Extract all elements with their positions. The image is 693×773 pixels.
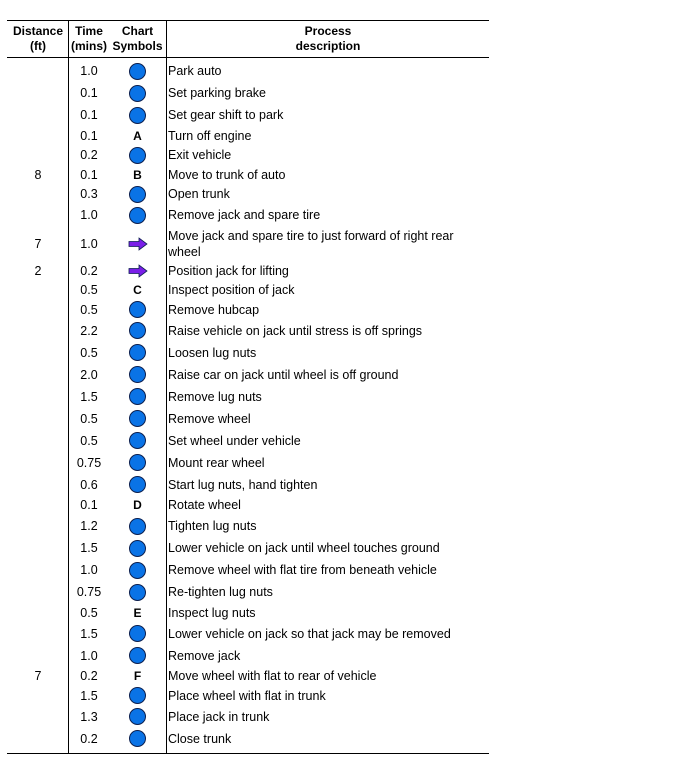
table-row [7,104,489,126]
distance-cell [7,430,69,452]
description-cell: Start lug nuts, hand tighten [168,477,318,492]
description-cell: Remove jack [168,648,241,663]
description-cell: Remove jack and spare tire [168,208,321,222]
description-cell: Inspect position of jack [168,283,295,298]
description-cell: Remove hubcap [168,302,260,317]
time-cell: 0.1 [80,108,98,122]
table-row [7,728,489,750]
header-time [69,21,109,57]
time-cell: 0.2 [80,263,98,278]
operation-circle-icon [129,107,146,124]
table-row [7,706,489,728]
process-chart [7,20,489,753]
inspection-letter: E [133,605,142,620]
time-cell: 1.0 [80,648,98,663]
distance-cell: 7 [34,669,42,684]
symbol-cell [109,226,166,261]
symbol-cell [109,204,166,226]
table-row [7,667,489,687]
distance-cell [7,408,69,430]
inspection-letter: C [133,283,142,298]
table-row [7,559,489,581]
symbol-cell [109,261,166,281]
time-cell: 1.5 [80,626,98,641]
table-row [7,146,489,166]
symbol-cell [109,281,166,301]
distance-cell [7,474,69,496]
description-cell: Set parking brake [168,86,266,100]
symbol-cell [109,430,166,452]
distance-cell [7,537,69,559]
header-distance-line2: (ft) [30,39,46,53]
time-cell: 0.2 [80,731,98,746]
header-distance [7,21,69,57]
symbol-cell [109,104,166,126]
distance-cell: 2 [34,263,42,278]
time-cell: 1.2 [80,519,98,533]
description-cell: Lower vehicle on jack until wheel touches ground [168,541,440,555]
distance-cell: 8 [34,167,42,182]
symbol-cell [109,537,166,559]
distance-cell [7,515,69,537]
distance-cell [7,452,69,474]
description-cell: Loosen lug nuts [168,345,257,360]
table-row [7,126,489,146]
distance-cell [7,581,69,603]
symbol-cell [109,82,166,104]
time-cell: 0.75 [76,585,102,599]
operation-circle-icon [129,147,146,164]
time-cell: 1.3 [80,709,98,724]
description-cell: Mount rear wheel [168,455,265,470]
operation-circle-icon [129,344,146,361]
table-row [7,515,489,537]
time-cell: 0.5 [80,283,98,298]
table-row [7,474,489,496]
description-cell: Set wheel under vehicle [168,433,301,448]
distance-cell [7,82,69,104]
inspection-letter: F [133,669,142,684]
symbol-cell [109,667,166,687]
table-row [7,686,489,706]
operation-circle-icon [129,85,146,102]
description-cell: Move wheel with flat to rear of vehicle [168,669,377,684]
table-row [7,82,489,104]
distance-cell [7,281,69,301]
time-cell: 1.0 [80,563,98,577]
table-row [7,281,489,301]
operation-circle-icon [129,647,146,664]
header-row [7,20,489,58]
distance-cell [7,204,69,226]
description-cell: Move to trunk of auto [168,167,286,182]
description-cell: Exit vehicle [168,148,232,163]
header-symbols [109,21,166,57]
header-description-line1: Process [304,24,352,38]
transport-arrow-icon [128,237,148,251]
description-cell: Close trunk [168,731,232,746]
time-cell: 0.3 [80,187,98,202]
header-time-line2: (mins) [71,39,107,53]
symbol-cell [109,452,166,474]
symbol-cell [109,645,166,667]
description-cell: Raise car on jack until wheel is off ground [168,367,399,382]
time-cell: 1.0 [80,64,98,78]
description-cell: Tighten lug nuts [168,519,257,533]
distance-cell [7,60,69,82]
operation-circle-icon [129,708,146,725]
symbol-cell [109,60,166,82]
description-cell: Remove wheel with flat tire from beneath vehicle [168,563,437,577]
description-cell: Turn off engine [168,128,252,143]
description-cell: Inspect lug nuts [168,605,256,620]
distance-cell [7,496,69,516]
symbol-cell [109,126,166,146]
table-bottom-border [7,753,489,754]
symbol-cell [109,386,166,408]
table-row [7,430,489,452]
description-cell: Place jack in trunk [168,709,270,724]
distance-cell [7,126,69,146]
distance-cell [7,645,69,667]
time-cell: 0.6 [80,477,98,492]
time-cell: 0.5 [80,302,98,317]
symbol-cell [109,581,166,603]
description-cell: Set gear shift to park [168,108,284,122]
table-row [7,386,489,408]
distance-cell: 7 [34,236,42,251]
table-row [7,603,489,623]
process-steps [7,58,489,753]
operation-circle-icon [129,186,146,203]
table-row [7,320,489,342]
time-cell: 2.2 [80,323,98,338]
time-cell: 0.1 [80,167,98,182]
symbol-cell [109,146,166,166]
symbol-cell [109,342,166,364]
description-cell: Park auto [168,64,222,78]
description-cell: Rotate wheel [168,498,241,513]
symbol-cell [109,474,166,496]
table-row [7,261,489,281]
operation-circle-icon [129,63,146,80]
table-row [7,581,489,603]
operation-circle-icon [129,730,146,747]
time-cell: 0.2 [80,669,98,684]
distance-cell [7,320,69,342]
table-row [7,452,489,474]
time-cell: 1.5 [80,541,98,555]
distance-cell [7,104,69,126]
transport-arrow-icon [128,264,148,278]
operation-circle-icon [129,432,146,449]
header-symbols-line1: Chart [121,24,154,38]
description-cell: Remove lug nuts [168,389,262,404]
header-description [167,21,489,57]
description-cell: Remove wheel [168,411,251,426]
inspection-letter: A [133,128,142,143]
distance-cell [7,300,69,320]
time-cell: 0.5 [80,605,98,620]
distance-cell [7,386,69,408]
time-cell: 0.1 [80,128,98,143]
table-row [7,496,489,516]
operation-circle-icon [129,584,146,601]
time-cell: 0.75 [76,455,102,470]
distance-cell [7,185,69,205]
symbol-cell [109,300,166,320]
table-row [7,60,489,82]
operation-circle-icon [129,322,146,339]
distance-cell [7,559,69,581]
table-row [7,537,489,559]
symbol-cell [109,165,166,185]
time-cell: 1.5 [80,389,98,404]
symbol-cell [109,496,166,516]
symbol-cell [109,364,166,386]
distance-cell [7,686,69,706]
table-row [7,185,489,205]
inspection-letter: D [133,498,142,513]
table-row [7,165,489,185]
time-cell: 2.0 [80,367,98,382]
distance-cell [7,146,69,166]
description-cell: Open trunk [168,187,230,202]
symbol-cell [109,320,166,342]
time-cell: 0.1 [80,86,98,100]
description-cell: Lower vehicle on jack so that jack may be removed [168,626,451,641]
time-cell: 0.5 [80,411,98,426]
operation-circle-icon [129,410,146,427]
operation-circle-icon [129,687,146,704]
distance-cell [7,728,69,750]
operation-circle-icon [129,454,146,471]
time-cell: 0.1 [80,498,98,513]
operation-circle-icon [129,518,146,535]
distance-cell [7,706,69,728]
symbol-cell [109,559,166,581]
symbol-cell [109,408,166,430]
inspection-letter: B [133,167,142,182]
header-description-line2: description [295,39,361,53]
description-cell: Move jack and spare tire to just forward of right rear wheel [168,228,454,259]
table-row [7,342,489,364]
table-row [7,364,489,386]
description-cell: Re-tighten lug nuts [168,585,273,599]
operation-circle-icon [129,388,146,405]
table-row [7,623,489,645]
symbol-cell [109,706,166,728]
symbol-cell [109,728,166,750]
table-row [7,645,489,667]
description-cell: Position jack for lifting [168,263,289,278]
table-row [7,408,489,430]
time-cell: 0.5 [80,345,98,360]
symbol-cell [109,185,166,205]
distance-cell [7,623,69,645]
header-time-line1: Time [75,24,103,38]
table-row [7,226,489,261]
symbol-cell [109,603,166,623]
header-symbols-line2: Symbols [112,39,163,53]
description-cell: Raise vehicle on jack until stress is off springs [168,323,423,338]
time-cell: 1.0 [80,208,98,222]
distance-cell [7,342,69,364]
time-cell: 0.2 [80,148,98,163]
time-cell: 1.5 [80,688,98,703]
operation-circle-icon [129,207,146,224]
symbol-cell [109,515,166,537]
distance-cell [7,603,69,623]
time-cell: 1.0 [80,236,98,251]
operation-circle-icon [129,301,146,318]
symbol-cell [109,686,166,706]
operation-circle-icon [129,540,146,557]
description-cell: Place wheel with flat in trunk [168,688,326,703]
table-row [7,204,489,226]
operation-circle-icon [129,562,146,579]
operation-circle-icon [129,625,146,642]
operation-circle-icon [129,476,146,493]
distance-cell [7,364,69,386]
time-cell: 0.5 [80,433,98,448]
table-row [7,300,489,320]
operation-circle-icon [129,366,146,383]
symbol-cell [109,623,166,645]
header-distance-line1: Distance [12,24,64,38]
